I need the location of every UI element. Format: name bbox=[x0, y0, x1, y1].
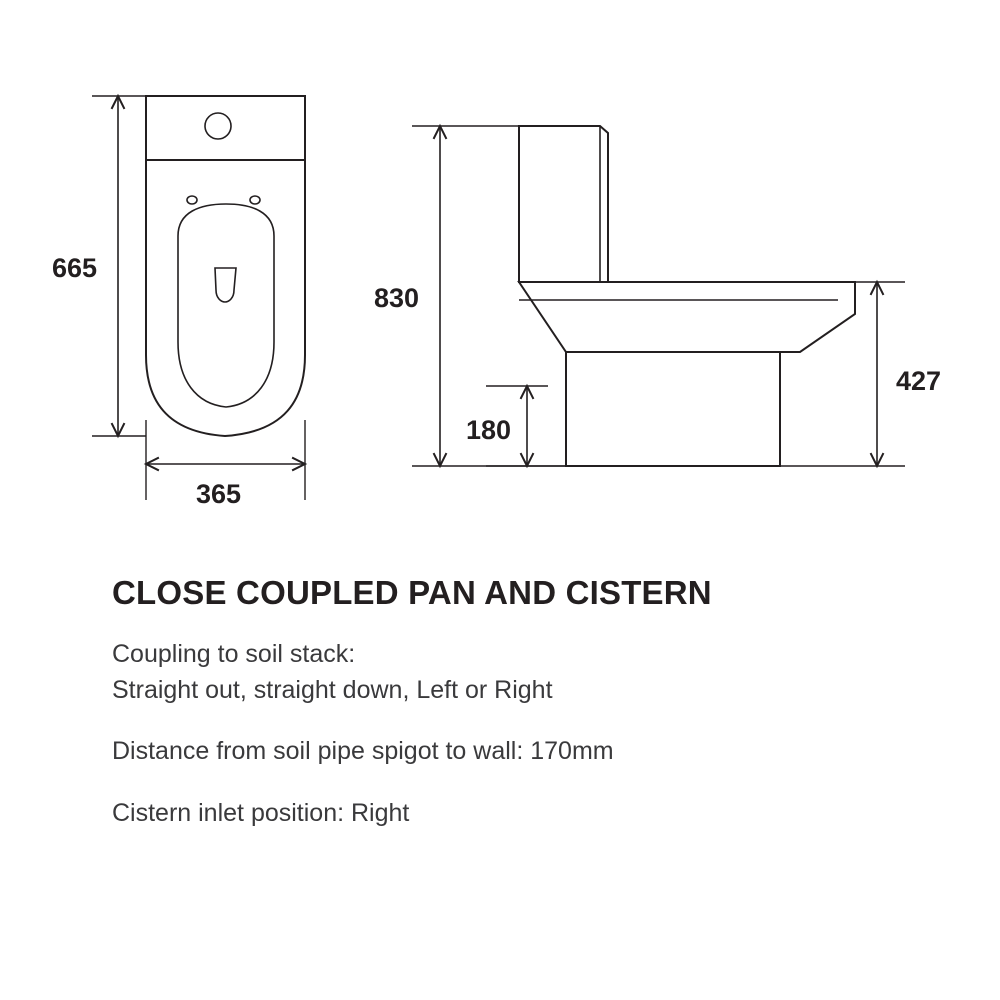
spacer-2 bbox=[112, 770, 972, 796]
dim-180-label: 180 bbox=[466, 415, 512, 445]
dim-665 bbox=[52, 96, 146, 436]
coupling-options: Straight out, straight down, Left or Right bbox=[112, 675, 553, 704]
product-description-block bbox=[112, 575, 972, 831]
dim-365 bbox=[146, 420, 305, 509]
coupling-label: Coupling to soil stack: bbox=[112, 640, 356, 669]
front-elevation-toilet bbox=[52, 96, 305, 509]
page-title: CLOSE COUPLED PAN AND CISTERN bbox=[112, 574, 712, 611]
spigot-distance: Distance from soil pipe spigot to wall: 170mm bbox=[112, 737, 614, 766]
dim-365-label: 365 bbox=[196, 479, 242, 509]
dim-665-label: 665 bbox=[52, 253, 98, 283]
dim-427-label: 427 bbox=[896, 366, 942, 396]
spacer-1 bbox=[112, 708, 972, 734]
cistern-inlet-position: Cistern inlet position: Right bbox=[112, 798, 410, 827]
side-elevation-toilet bbox=[374, 126, 941, 466]
dim-830-label: 830 bbox=[374, 283, 420, 313]
dim-427 bbox=[780, 282, 941, 466]
dim-180 bbox=[466, 386, 566, 466]
